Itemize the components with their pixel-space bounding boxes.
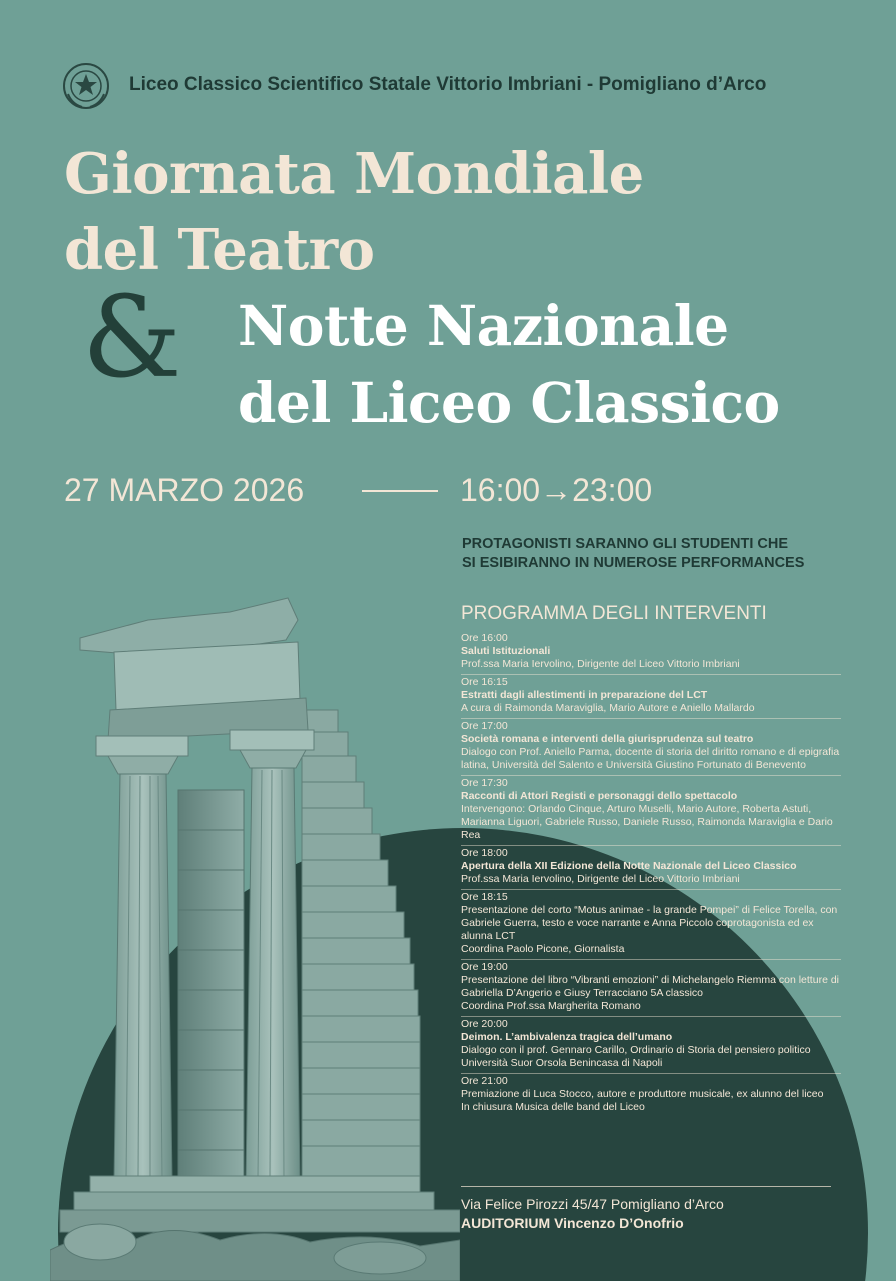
program-item-detail: Intervengono: Orlando Cinque, Arturo Muselli, Mario Autore, Roberta Astuti, Marianna Liguori, Gabriele Russo, Daniele Russo, Raimonda Maraviglia e Dario Rea [461, 803, 833, 841]
program-title: PROGRAMMA DEGLI INTERVENTI [461, 603, 767, 624]
program-item-title: Apertura della XII Edizione della Notte Nazionale del Liceo Classico [461, 860, 797, 872]
program-item [461, 1073, 841, 1114]
program-item-time: Ore 18:00 [461, 847, 508, 859]
tagline-line-1: PROTAGONISTI SARANNO GLI STUDENTI CHE [462, 536, 788, 552]
program-item-time: Ore 17:30 [461, 777, 508, 789]
program-item-title: Estratti dagli allestimenti in preparazione del LCT [461, 689, 708, 701]
title-line-3: Notte Nazionale [238, 293, 729, 358]
event-date: 27 MARZO 2026 [64, 472, 305, 508]
program-item-time: Ore 16:15 [461, 676, 508, 688]
program-item [461, 845, 841, 886]
title-line-2: del Teatro [64, 217, 375, 283]
program-item-time: Ore 17:00 [461, 720, 508, 732]
venue [461, 1195, 724, 1233]
program-item [461, 959, 841, 1013]
program-item-detail: Presentazione del libro “Vibranti emozioni” di Michelangelo Riemma con letture di Gabriella D’Angerio e Giusy Terracciano 5A classico [461, 974, 839, 999]
program-item [461, 674, 841, 715]
title-line-4: del Liceo Classico [238, 370, 780, 435]
program-item-detail: Prof.ssa Maria Iervolino, Dirigente del Liceo Vittorio Imbriani [461, 658, 740, 670]
program-list [461, 631, 841, 1117]
date-divider [362, 490, 438, 492]
program-item-time: Ore 20:00 [461, 1018, 508, 1030]
program-item-title: Deimon. L’ambivalenza tragica dell’umano [461, 1031, 673, 1043]
program-item-detail: Prof.ssa Maria Iervolino, Dirigente del Liceo Vittorio Imbriani [461, 873, 740, 885]
program-item [461, 775, 841, 842]
venue-address: Via Felice Pirozzi 45/47 Pomigliano d’Arco [461, 1196, 724, 1212]
program-item-detail: Dialogo con Prof. Aniello Parma, docente di storia del diritto romano e di epigrafia latina, Università del Salento e Università Giustino Fortunato di Benevento [461, 746, 840, 771]
temple-ruin-illustration [50, 590, 460, 1281]
program-item [461, 631, 841, 671]
program-item-time: Ore 19:00 [461, 961, 508, 973]
program-item-title: Racconti di Attori Registi e personaggi dello spettacolo [461, 790, 738, 802]
program-item-detail: Coordina Paolo Picone, Giornalista [461, 943, 625, 955]
program-item-detail: In chiusura Musica delle band del Liceo [461, 1101, 645, 1113]
venue-hall: AUDITORIUM Vincenzo D’Onofrio [461, 1215, 684, 1231]
tagline [462, 535, 862, 573]
italian-republic-emblem-icon [62, 60, 110, 112]
program-item-time: Ore 16:00 [461, 632, 508, 644]
program-item-detail: Dialogo con il prof. Gennaro Carillo, Ordinario di Storia del pensiero politico Università Suor Orsola Benincasa di Napoli [461, 1044, 811, 1069]
program-item-title: Saluti Istituzionali [461, 645, 551, 657]
program-item [461, 1016, 841, 1070]
program-item-title: Società romana e interventi della giurisprudenza sul teatro [461, 733, 754, 745]
program-item-detail: Coordina Prof.ssa Margherita Romano [461, 1000, 641, 1012]
program-item [461, 889, 841, 956]
program-item-detail: A cura di Raimonda Maraviglia, Mario Autore e Aniello Mallardo [461, 702, 755, 714]
tagline-line-2: SI ESIBIRANNO IN NUMEROSE PERFORMANCES [462, 555, 805, 571]
ampersand-glyph: & [82, 273, 182, 403]
title-line-1: Giornata Mondiale [64, 141, 644, 207]
program-item [461, 718, 841, 772]
program-item-time: Ore 18:15 [461, 891, 508, 903]
event-time: 16:00→23:00 [460, 472, 653, 508]
venue-divider [461, 1186, 831, 1187]
program-item-detail: Presentazione del corto “Motus animae - la grande Pompei” di Felice Torella, con Gabriele Guerra, testo e voce narrante e Anna Piccolo coprotagonista ed ex alunna LCT [461, 904, 838, 942]
school-name: Liceo Classico Scientifico Statale Vittorio Imbriani - Pomigliano d’Arco [129, 74, 767, 95]
program-item-detail: Premiazione di Luca Stocco, autore e produttore musicale, ex alunno del liceo [461, 1088, 824, 1100]
program-item-time: Ore 21:00 [461, 1075, 508, 1087]
